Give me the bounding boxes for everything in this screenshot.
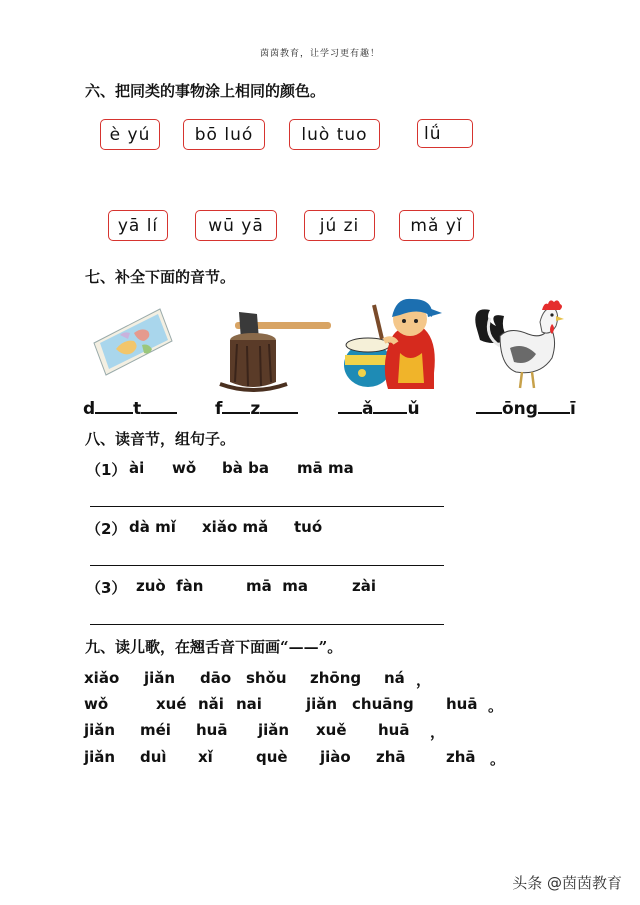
syllable-word: tuó <box>294 518 323 536</box>
blank-syllable-2[interactable] <box>215 398 298 419</box>
poem-syllable[interactable]: zhā <box>376 748 406 766</box>
blank-line[interactable] <box>222 398 250 414</box>
blank-letter: ōng <box>502 399 538 419</box>
poem-punctuation: ， <box>430 723 446 741</box>
poem-syllable[interactable]: jiǎn <box>84 748 116 766</box>
blank-syllable-1[interactable] <box>83 398 177 419</box>
pinyin-box[interactable]: jú zi <box>304 210 375 241</box>
poem-syllable[interactable]: nai <box>236 695 262 713</box>
poem-syllable[interactable]: huā <box>196 721 228 739</box>
poem-syllable[interactable]: jiào <box>320 748 351 766</box>
map-picture <box>90 305 175 375</box>
pinyin-box[interactable]: bō luó <box>183 119 265 150</box>
blank-letter: d <box>83 399 96 419</box>
watermark: 头条 @茵茵教育 <box>512 874 622 892</box>
blank-line[interactable] <box>338 398 362 414</box>
section-6-title: 六、把同类的事物涂上相同的颜色。 <box>85 82 326 100</box>
poem-syllable[interactable]: dāo <box>200 669 232 687</box>
blank-syllable-4[interactable] <box>476 398 576 419</box>
syllable-word: zài <box>352 577 376 595</box>
section-7-title: 七、补全下面的音节。 <box>85 268 236 286</box>
drummer-picture <box>340 293 450 393</box>
blank-letter: t <box>133 399 142 419</box>
poem-syllable[interactable]: huā <box>378 721 410 739</box>
blank-line[interactable] <box>538 398 570 414</box>
sentence-item-label: （1） <box>86 461 127 479</box>
sentence-item-label: （3） <box>86 579 127 597</box>
syllable-word: mā ma <box>246 577 308 595</box>
blank-line[interactable] <box>260 398 298 414</box>
answer-line[interactable] <box>90 624 444 625</box>
poem-syllable[interactable]: méi <box>140 721 171 739</box>
poem-syllable[interactable]: xuě <box>316 721 347 739</box>
syllable-word: zuò fàn <box>136 577 204 595</box>
poem-syllable[interactable]: què <box>256 748 288 766</box>
sentence-item-label: （2） <box>86 520 127 538</box>
poem-syllable[interactable]: nǎi <box>198 695 224 713</box>
pinyin-box[interactable]: luò tuo <box>289 119 380 150</box>
pinyin-box[interactable]: wū yā <box>195 210 277 241</box>
syllable-word: mā ma <box>297 459 354 477</box>
rooster-picture <box>470 296 570 391</box>
poem-punctuation: 。 <box>490 750 506 768</box>
blank-letter: ǔ <box>407 399 420 419</box>
poem-syllable[interactable]: jiǎn <box>258 721 290 739</box>
syllable-word: dà mǐ <box>129 518 176 536</box>
poem-syllable[interactable]: wǒ <box>84 695 109 713</box>
poem-punctuation: ， <box>416 671 432 689</box>
poem-syllable[interactable]: chuāng <box>352 695 414 713</box>
blank-syllable-3[interactable] <box>338 398 420 419</box>
poem-syllable[interactable]: zhōng <box>310 669 362 687</box>
syllable-word: ài <box>129 459 145 477</box>
poem-syllable[interactable]: jiǎn <box>306 695 338 713</box>
poem-syllable[interactable]: shǒu <box>246 669 287 687</box>
syllable-word: wǒ <box>172 459 197 477</box>
syllable-word: bà ba <box>222 459 269 477</box>
poem-syllable[interactable]: jiǎn <box>144 669 176 687</box>
poem-syllable[interactable]: zhā <box>446 748 476 766</box>
poem-punctuation: 。 <box>488 697 504 715</box>
blank-line[interactable] <box>373 398 407 414</box>
pinyin-box[interactable]: mǎ yǐ <box>399 210 474 241</box>
poem-syllable[interactable]: jiǎn <box>84 721 116 739</box>
answer-line[interactable] <box>90 506 444 507</box>
pinyin-box[interactable]: è yú <box>100 119 160 150</box>
page-header: 茵茵教育，让学习更有趣！ <box>259 49 380 59</box>
poem-syllable[interactable]: huā <box>446 695 478 713</box>
blank-letter: ī <box>569 399 576 419</box>
blank-line[interactable] <box>476 398 502 414</box>
poem-syllable[interactable]: xǐ <box>198 748 213 766</box>
section-8-title: 八、读音节，组句子。 <box>85 430 236 448</box>
section-9-title: 九、读儿歌，在翘舌音下面画“——”。 <box>85 638 343 656</box>
axe-stump-picture <box>215 310 335 390</box>
blank-letter: ǎ <box>362 399 374 419</box>
poem-syllable[interactable]: xiǎo <box>84 669 120 687</box>
pinyin-box[interactable]: lǘ <box>417 119 473 148</box>
poem-syllable[interactable]: duì <box>140 748 167 766</box>
blank-letter: f <box>215 399 223 419</box>
blank-line[interactable] <box>95 398 133 414</box>
syllable-word: xiǎo mǎ <box>202 518 269 536</box>
answer-line[interactable] <box>90 565 444 566</box>
blank-letter: z <box>250 399 261 419</box>
blank-line[interactable] <box>141 398 177 414</box>
poem-syllable[interactable]: xué <box>156 695 187 713</box>
poem-syllable[interactable]: ná <box>384 669 405 687</box>
pinyin-box[interactable]: yā lí <box>108 210 168 241</box>
